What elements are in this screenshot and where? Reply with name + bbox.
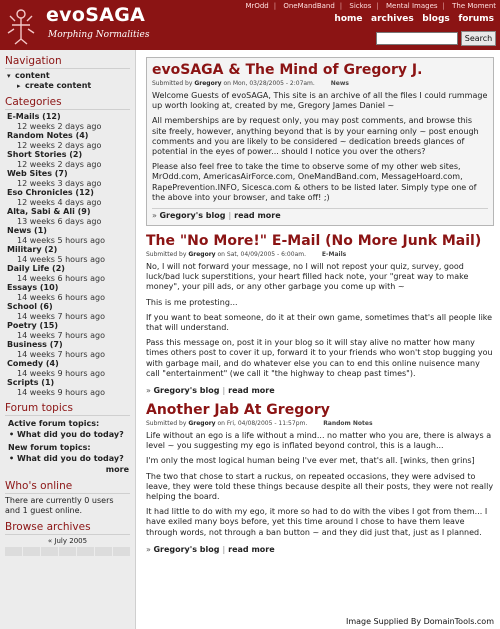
secondary-links: MrOdd | OneMandBand | Sickos | Mental Images | The Moment: [245, 2, 496, 10]
category-link[interactable]: Poetry (15): [7, 321, 58, 330]
category-item: [5, 378, 130, 397]
calendar-cell: [59, 547, 76, 556]
read-more-link[interactable]: read more: [228, 386, 275, 396]
read-more-link[interactable]: read more: [234, 211, 281, 221]
navigation-block: [0, 55, 135, 91]
calendar-row: [5, 547, 130, 556]
author-link[interactable]: Gregory: [188, 420, 216, 428]
whos-online-block: [0, 480, 135, 516]
category-link[interactable]: Comedy (4): [7, 359, 59, 368]
category-updated: 12 weeks 3 days ago: [17, 178, 102, 188]
submitted-label: Submitted by: [152, 80, 193, 87]
blog-link[interactable]: Gregory's blog: [159, 211, 226, 221]
top-link-sickos[interactable]: Sickos: [349, 2, 372, 10]
category-item: [5, 283, 130, 302]
category-updated: 14 weeks 6 hours ago: [17, 273, 105, 283]
category-item: [5, 131, 130, 150]
category-updated: 14 weeks 5 hours ago: [17, 254, 105, 264]
top-link-mrodd[interactable]: MrOdd: [245, 2, 269, 10]
primary-link-home[interactable]: home: [334, 14, 363, 24]
calendar-cell: [77, 547, 94, 556]
calendar-cell: [41, 547, 58, 556]
category-item: [5, 340, 130, 359]
category-link[interactable]: Scripts (1): [7, 378, 55, 387]
post-links: » Gregory's blog | read more: [152, 208, 488, 220]
nav-item-content[interactable]: ▾ content: [5, 71, 130, 81]
category-item: [5, 207, 130, 226]
main-content: [140, 50, 500, 629]
submitted-label: Submitted by: [146, 251, 187, 259]
forum-topics-title: Forum topics: [5, 402, 130, 416]
site-name[interactable]: evoSAGA: [46, 4, 146, 26]
post-meta: [146, 420, 494, 427]
blog-link[interactable]: Gregory's blog: [153, 544, 220, 554]
read-more-link[interactable]: read more: [228, 544, 275, 554]
post-date: on Mon, 03/28/2005 - 2:07am.: [223, 80, 315, 87]
blog-post: [146, 233, 494, 395]
post-paragraph: I'm only the most logical human being I've ever met, that's all. [winks, then grins]: [146, 456, 475, 466]
category-item: [5, 321, 130, 340]
browse-archives-title: Browse archives: [5, 521, 130, 535]
primary-link-blogs[interactable]: blogs: [422, 14, 450, 24]
primary-link-forums[interactable]: forums: [458, 14, 494, 24]
category-link[interactable]: Daily Life (2): [7, 264, 65, 273]
primary-links: [328, 14, 494, 24]
category-link[interactable]: Short Stories (2): [7, 150, 83, 159]
category-updated: 12 weeks 4 days ago: [17, 197, 102, 207]
category-updated: 14 weeks 9 hours ago: [17, 368, 105, 378]
category-updated: 14 weeks 7 hours ago: [17, 349, 105, 359]
new-topic-link[interactable]: • What did you do today?: [5, 453, 130, 464]
category-link[interactable]: Eso Chronicles (12): [7, 188, 94, 197]
calendar-cell: [95, 547, 112, 556]
primary-link-archives[interactable]: archives: [371, 14, 414, 24]
browse-archives-block: [0, 521, 135, 556]
category-link[interactable]: Alta, Sabi & Ali (9): [7, 207, 91, 216]
category-updated: 14 weeks 7 hours ago: [17, 330, 105, 340]
post-title[interactable]: evoSAGA & The Mind of Gregory J.: [152, 62, 423, 78]
whos-online-title: Who's online: [5, 480, 130, 494]
category-link[interactable]: Military (2): [7, 245, 58, 254]
category-link[interactable]: Essays (10): [7, 283, 59, 292]
left-sidebar: [0, 50, 136, 629]
post-links: » Gregory's blog | read more: [146, 384, 494, 395]
post-title[interactable]: Another Jab At Gregory: [146, 402, 330, 419]
category-item: [5, 359, 130, 378]
site-header: [0, 0, 500, 50]
category-item: [5, 112, 130, 131]
forum-more-link[interactable]: more: [105, 465, 129, 474]
category-item: [5, 150, 130, 169]
category-updated: 12 weeks 2 days ago: [17, 121, 102, 131]
top-link-onemandband[interactable]: OneMandBand: [283, 2, 335, 10]
post-title[interactable]: The "No More!" E-Mail (No More Junk Mail): [146, 233, 482, 250]
author-link[interactable]: Gregory: [188, 251, 216, 259]
category-updated: 12 weeks 2 days ago: [17, 140, 102, 150]
post-meta: [152, 80, 488, 87]
post-paragraph: Life without an ego is a life without a mind... no matter who you are, there is always a level ~ you suggesting my ego is inflated beyond control, this is a laugh...: [146, 431, 492, 451]
post-paragraph: It had little to do with my ego, it more so had to do with the vibes I got from them... I have exiled many boys before, yet this time around I chose to have them leave through words, not through a ban button ~ and they did just that, just as I planned.: [146, 507, 488, 537]
post-paragraph: Pass this message on, post it in your blog so it will stay alive no matter how many times others post to cover it up, forward it to your friends who won't stop bugging you with garbage mail, and do whatever else you can to end this online nuisence many call "entertainment" (we call it "the highway to cheap past times").: [146, 338, 493, 378]
category-item: [5, 302, 130, 321]
nav-item-create-content[interactable]: ▸ create content: [5, 81, 130, 91]
categories-block: [0, 96, 135, 397]
navigation-title: Navigation: [5, 55, 130, 69]
category-item: [5, 245, 130, 264]
top-link-mental-images[interactable]: Mental Images: [385, 2, 438, 10]
post-paragraph: No, I will not forward your message, no I will not repost your quiz, survey, good luck/bad luck superstitions, your heart filled hack note, your "great way to make money", your pill ads, or any other garbage you come up with ~: [146, 262, 469, 292]
category-link[interactable]: E-Mails (12): [7, 112, 61, 121]
category-item: [5, 264, 130, 283]
calendar-cell: [113, 547, 130, 556]
post-tag[interactable]: News: [330, 80, 349, 87]
category-item: [5, 169, 130, 188]
category-item: [5, 188, 130, 207]
category-link[interactable]: Web Sites (7): [7, 169, 68, 178]
author-link[interactable]: Gregory: [194, 80, 222, 87]
post-paragraph: This is me protesting...: [146, 297, 238, 307]
category-updated: 14 weeks 7 hours ago: [17, 311, 105, 321]
active-topic-link[interactable]: • What did you do today?: [5, 429, 130, 440]
category-updated: 14 weeks 5 hours ago: [17, 235, 105, 245]
top-link-the-moment[interactable]: The Moment: [452, 2, 496, 10]
new-topics-heading: New forum topics:: [8, 443, 91, 452]
category-link[interactable]: News (1): [7, 226, 47, 235]
search-button[interactable]: Search: [461, 31, 496, 46]
sticky-post: [146, 57, 494, 226]
category-link[interactable]: Random Notes (4): [7, 131, 89, 140]
post-paragraph: All memberships are by request only, you may post comments, and browse this site freely, however, anything beyond that is by your earning only ~ post enough comments and you are likely to be considered ~ dedication breeds glances of potential in the eyes of power... should I notice you over the others?: [152, 116, 479, 157]
category-item: [5, 226, 130, 245]
category-updated: 14 weeks 6 hours ago: [17, 292, 105, 302]
site-slogan: Morphing Normalities: [48, 30, 150, 40]
category-link[interactable]: Business (7): [7, 340, 63, 349]
blog-link[interactable]: Gregory's blog: [153, 386, 220, 396]
calendar-month[interactable]: « July 2005: [47, 537, 88, 545]
post-links: » Gregory's blog | read more: [146, 543, 494, 554]
post-date: on Sat, 04/09/2005 - 6:00am.: [217, 251, 306, 259]
online-status-text: There are currently 0 users and 1 guest online.: [5, 496, 114, 515]
forum-topics-block: [0, 402, 135, 475]
category-updated: 12 weeks 2 days ago: [17, 159, 102, 169]
blog-post: [146, 402, 494, 554]
calendar-cell: [5, 547, 22, 556]
post-date: on Fri, 04/08/2005 - 11:57pm.: [217, 420, 308, 428]
logo-icon[interactable]: [4, 3, 38, 45]
post-tag[interactable]: E-Mails: [321, 251, 347, 259]
search-input[interactable]: [376, 32, 458, 45]
post-paragraph: Please also feel free to take the time to observe some of my other web sites, MrOdd.com, AmericasAirForce.com, OneMandBand.com, MessageHoard.com, RapePrevention.INFO, Sicesca.com & others to be listed later. Simply type one of the above into your browser, and take off! ;): [152, 162, 477, 202]
active-topics-heading: Active forum topics:: [8, 419, 100, 428]
category-updated: 13 weeks 6 days ago: [17, 216, 102, 226]
categories-title: Categories: [5, 96, 130, 110]
calendar-cell: [23, 547, 40, 556]
post-paragraph: If you want to beat someone, do it at their own game, sometimes that's all people like that will understand.: [146, 312, 493, 333]
post-tag[interactable]: Random Notes: [323, 420, 373, 428]
post-paragraph: The two that chose to start a ruckus, on repeated occasions, they were advised to leave, they were told these things because despite all their posts, they were not really helping the board.: [146, 471, 494, 502]
category-link[interactable]: School (6): [7, 302, 53, 311]
post-paragraph: Welcome Guests of evoSAGA, This site is an archive of all the files I could rummage up worth looking at, created by me, Gregory James Daniel ~: [152, 91, 488, 111]
image-watermark: Image Supplied By DomainTools.com: [345, 617, 494, 626]
category-updated: 14 weeks 9 hours ago: [17, 387, 105, 397]
submitted-label: Submitted by: [146, 420, 187, 428]
post-meta: [146, 251, 494, 258]
